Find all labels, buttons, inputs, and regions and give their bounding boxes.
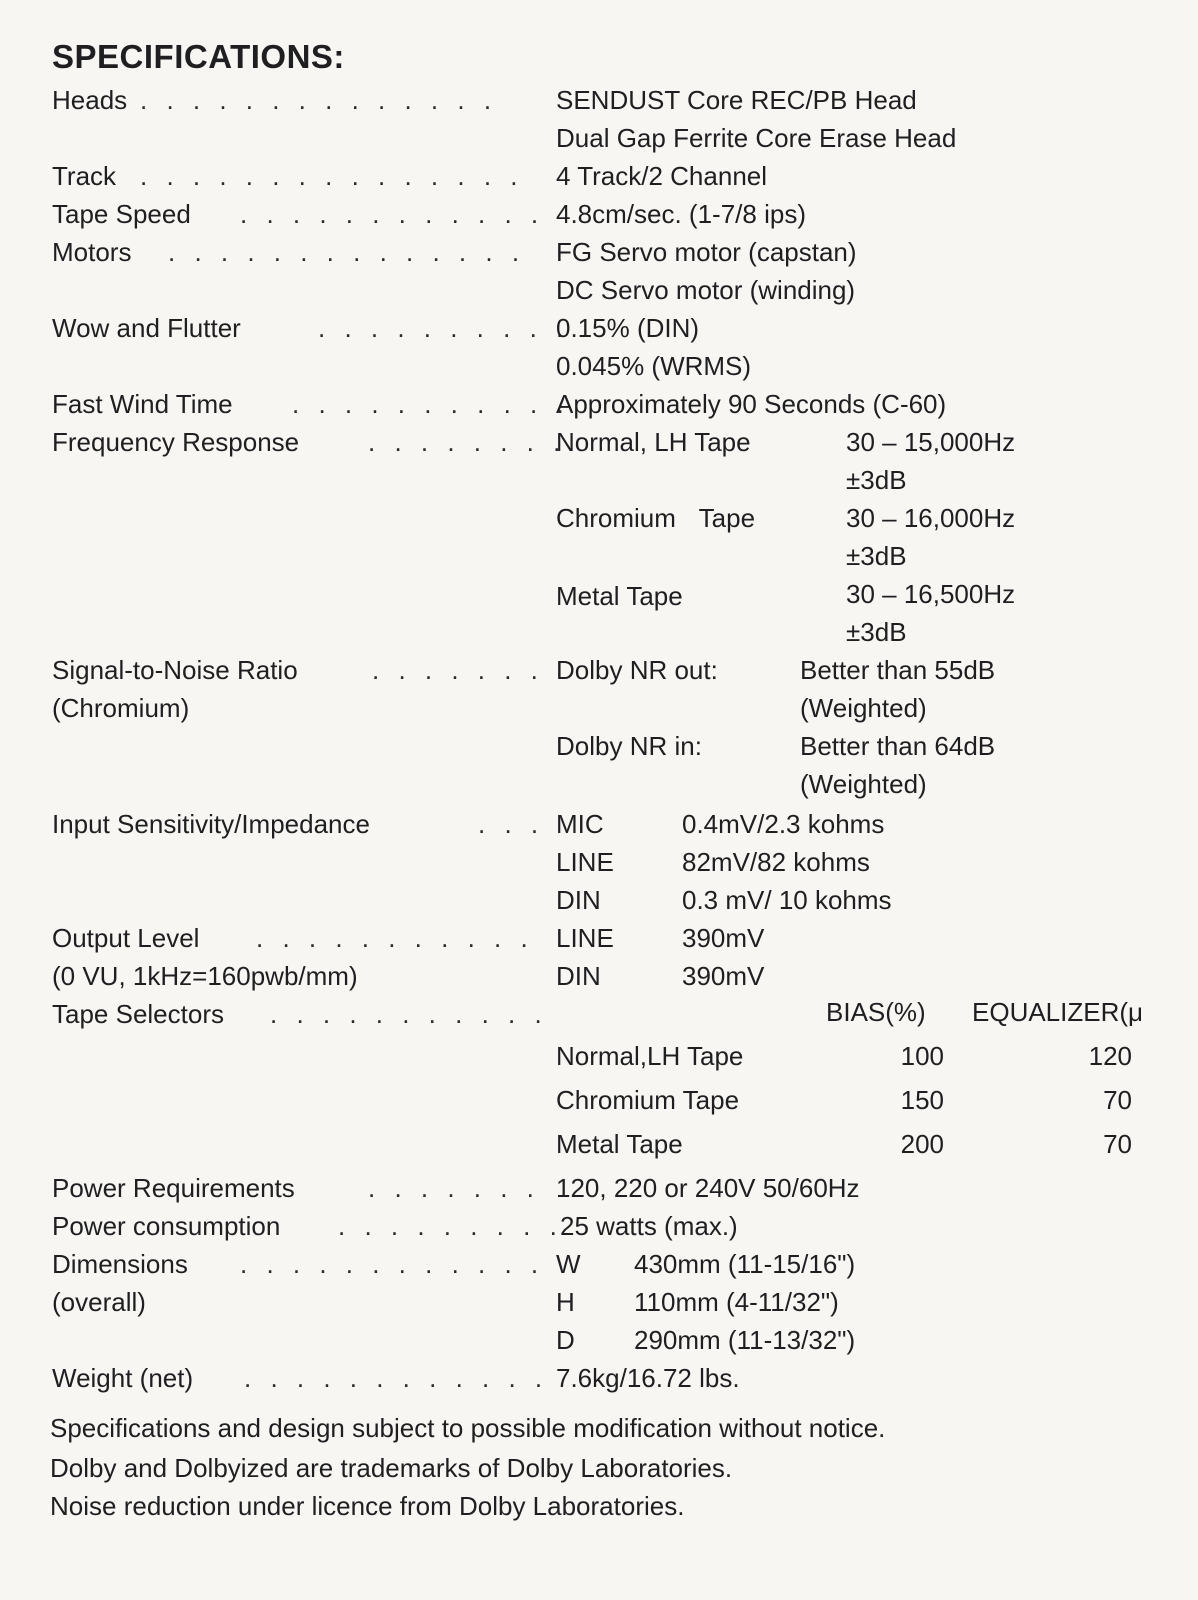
- freq-tape-normal: Normal, LH Tape: [556, 427, 751, 457]
- selectors-bias-normal: 100: [900, 1041, 944, 1071]
- wow-label: Wow and Flutter: [52, 313, 241, 343]
- freq-tape-chromium: Chromium Tape: [556, 503, 756, 533]
- freq-range-normal: 30 – 15,000Hz: [846, 427, 1016, 457]
- selectors-tape-normal: Normal,LH Tape: [556, 1041, 744, 1071]
- input-name-line: LINE: [556, 847, 614, 877]
- snr-sub-label: (Chromium): [52, 693, 190, 723]
- freq-tape-metal: Metal Tape: [556, 581, 683, 611]
- motors-label: Motors: [52, 237, 132, 267]
- fast-wind-value: Approximately 90 Seconds (C-60): [556, 389, 947, 419]
- track-label: Track: [52, 161, 117, 191]
- tape-speed-label: Tape Speed: [52, 199, 191, 229]
- track-value: 4 Track/2 Channel: [556, 161, 768, 191]
- motors-value-2: DC Servo motor (winding): [556, 275, 856, 305]
- tape-speed-value: 4.8cm/sec. (1-7/8 ips): [556, 199, 806, 229]
- fast-wind-label: Fast Wind Time: [52, 389, 233, 419]
- selectors-eq-metal: 70: [1103, 1129, 1132, 1159]
- tape-speed-leader: . . . . . . . . . . . .: [240, 199, 545, 229]
- output-value-line: 390mV: [682, 923, 765, 953]
- footer-note-2: Dolby and Dolbyized are trademarks of Dolby Laboratories.: [50, 1453, 733, 1483]
- snr-in-note: (Weighted): [800, 769, 927, 799]
- dimensions-leader: . . . . . . . . . . . .: [240, 1249, 545, 1279]
- snr-out-note: (Weighted): [800, 693, 927, 723]
- dimensions-name-d: D: [556, 1325, 575, 1355]
- page-title: SPECIFICATIONS:: [52, 38, 345, 75]
- track-leader: . . . . . . . . . . . . . . .: [140, 161, 524, 191]
- input-label: Input Sensitivity/Impedance: [52, 809, 370, 839]
- snr-label: Signal-to-Noise Ratio: [52, 655, 298, 685]
- output-sub-label: (0 VU, 1kHz=160pwb/mm): [52, 961, 358, 991]
- output-label: Output Level: [52, 923, 200, 953]
- selectors-bias-metal: 200: [900, 1129, 944, 1159]
- motors-value-1: FG Servo motor (capstan): [556, 237, 857, 267]
- power-cons-value: 25 watts (max.): [560, 1211, 738, 1241]
- freq-tol-metal: ±3dB: [846, 617, 907, 647]
- dimensions-label: Dimensions: [52, 1249, 188, 1279]
- heads-value-1: SENDUST Core REC/PB Head: [556, 85, 917, 115]
- heads-leader: . . . . . . . . . . . . . .: [140, 85, 498, 115]
- snr-in-value: Better than 64dB: [800, 731, 996, 761]
- dimensions-value-w: 430mm (11-15/16"): [634, 1249, 856, 1279]
- freq-range-metal: 30 – 16,500Hz: [846, 579, 1016, 609]
- power-req-leader: . . . . . . .: [368, 1173, 540, 1203]
- dimensions-name-w: W: [556, 1249, 581, 1279]
- input-leader: . . .: [478, 809, 545, 839]
- output-name-din: DIN: [556, 961, 601, 991]
- output-value-din: 390mV: [682, 961, 765, 991]
- power-req-value: 120, 220 or 240V 50/60Hz: [556, 1173, 860, 1203]
- freq-tol-normal: ±3dB: [846, 465, 907, 495]
- output-leader: . . . . . . . . . . .: [256, 923, 534, 953]
- heads-value-2: Dual Gap Ferrite Core Erase Head: [556, 123, 957, 153]
- snr-out-label: Dolby NR out:: [556, 655, 718, 685]
- freq-tol-chromium: ±3dB: [846, 541, 907, 571]
- freq-label: Frequency Response: [52, 427, 300, 457]
- snr-in-label: Dolby NR in:: [556, 731, 702, 761]
- power-req-label: Power Requirements: [52, 1173, 295, 1203]
- weight-value: 7.6kg/16.72 lbs.: [556, 1363, 740, 1393]
- snr-out-value: Better than 55dB: [800, 655, 996, 685]
- dimensions-name-h: H: [556, 1287, 575, 1317]
- selectors-tape-metal: Metal Tape: [556, 1129, 683, 1159]
- weight-leader: . . . . . . . . . . . .: [244, 1363, 549, 1393]
- selectors-col-eq: EQUALIZER(μ: [972, 997, 1144, 1027]
- footer-note-3: Noise reduction under licence from Dolby Laboratories.: [50, 1491, 685, 1521]
- input-name-din: DIN: [556, 885, 601, 915]
- wow-value-2: 0.045% (WRMS): [556, 351, 752, 381]
- selectors-eq-normal: 120: [1088, 1041, 1132, 1071]
- input-value-din: 0.3 mV/ 10 kohms: [682, 885, 892, 915]
- selectors-bias-chromium: 150: [900, 1085, 944, 1115]
- motors-leader: . . . . . . . . . . . . . .: [168, 237, 526, 267]
- freq-leader: . . . . . . . .: [368, 427, 567, 457]
- wow-leader: . . . . . . . . . .: [318, 313, 570, 343]
- dimensions-value-d: 290mm (11-13/32"): [634, 1325, 856, 1355]
- weight-label: Weight (net): [52, 1363, 194, 1393]
- selectors-leader: . . . . . . . . . . .: [270, 999, 548, 1029]
- footer-note-1: Specifications and design subject to possible modification without notice.: [50, 1413, 886, 1443]
- input-value-line: 82mV/82 kohms: [682, 847, 870, 877]
- input-value-mic: 0.4mV/2.3 kohms: [682, 809, 885, 839]
- snr-leader: . . . . . . .: [372, 655, 544, 685]
- selectors-tape-chromium: Chromium Tape: [556, 1085, 740, 1115]
- fast-wind-leader: . . . . . . . . . . .: [292, 389, 570, 419]
- selectors-label: Tape Selectors: [52, 999, 224, 1029]
- power-cons-label: Power consumption: [52, 1211, 281, 1241]
- power-cons-leader: . . . . . . . . .: [338, 1211, 563, 1241]
- dimensions-value-h: 110mm (4-11/32"): [634, 1287, 839, 1317]
- wow-value-1: 0.15% (DIN): [556, 313, 700, 343]
- selectors-eq-chromium: 70: [1103, 1085, 1132, 1115]
- heads-label: Heads: [52, 85, 128, 115]
- input-name-mic: MIC: [556, 809, 604, 839]
- freq-range-chromium: 30 – 16,000Hz: [846, 503, 1016, 533]
- dimensions-sub-label: (overall): [52, 1287, 146, 1317]
- selectors-col-bias: BIAS(%): [826, 997, 926, 1027]
- output-name-line: LINE: [556, 923, 614, 953]
